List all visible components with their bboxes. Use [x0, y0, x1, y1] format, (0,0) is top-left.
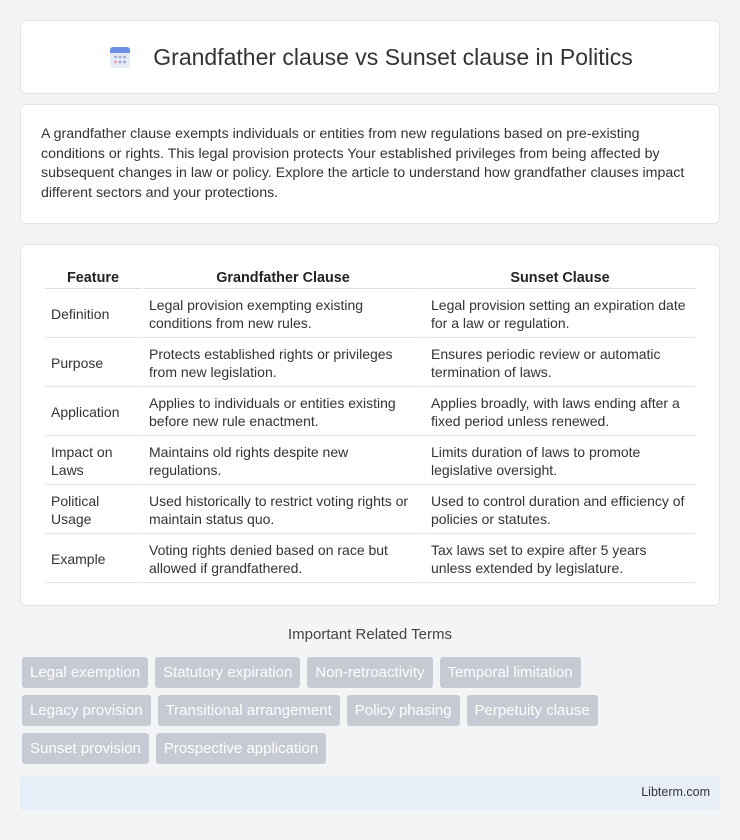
related-term-tag[interactable]: Legacy provision	[22, 695, 151, 726]
related-terms-title: Important Related Terms	[288, 626, 452, 643]
related-term-tag[interactable]: Perpetuity clause	[467, 695, 598, 726]
table-row	[45, 389, 695, 436]
table-row	[45, 487, 695, 534]
table-header-row	[45, 267, 695, 289]
intro-text: A grandfather clause exempts individuals or entities from new regulations based on pre-existing conditions or rights. This legal provision protects Your established privileges from being affected by subsequent changes in law or policy. Explore the article to understand how grandfather clauses impact different sectors and your protections.	[41, 126, 685, 201]
table-row	[45, 536, 695, 583]
grandfather-cell: Legal provision exempting existing conditions from new rules.	[143, 291, 423, 338]
sunset-cell: Ensures periodic review or automatic termination of laws.	[425, 340, 695, 387]
sunset-cell: Tax laws set to expire after 5 years unless extended by legislature.	[425, 536, 695, 583]
related-term-tag[interactable]: Sunset provision	[22, 733, 149, 764]
related-term-tag[interactable]: Prospective application	[156, 733, 326, 764]
grandfather-cell: Used historically to restrict voting rights or maintain status quo.	[143, 487, 423, 534]
comparison-table-card	[20, 244, 720, 606]
related-term-tag[interactable]: Non-retroactivity	[307, 657, 432, 688]
header-card	[20, 20, 720, 94]
table-row	[45, 438, 695, 485]
sunset-cell: Legal provision setting an expiration date for a law or regulation.	[425, 291, 695, 338]
feature-cell: Impact on Laws	[45, 438, 141, 485]
feature-cell: Example	[45, 536, 141, 583]
intro-card	[20, 104, 720, 224]
grandfather-cell: Applies to individuals or entities existing before new rule enactment.	[143, 389, 423, 436]
related-term-tag[interactable]: Statutory expiration	[155, 657, 300, 688]
sunset-cell: Used to control duration and efficiency of policies or statutes.	[425, 487, 695, 534]
grandfather-cell: Protects established rights or privileges from new legislation.	[143, 340, 423, 387]
related-term-tag[interactable]: Transitional arrangement	[158, 695, 340, 726]
column-header: Sunset Clause	[425, 267, 695, 289]
grandfather-cell: Maintains old rights despite new regulations.	[143, 438, 423, 485]
sunset-cell: Limits duration of laws to promote legislative oversight.	[425, 438, 695, 485]
feature-cell: Purpose	[45, 340, 141, 387]
sunset-cell: Applies broadly, with laws ending after a fixed period unless renewed.	[425, 389, 695, 436]
document-grid-icon	[107, 44, 133, 70]
related-terms-list	[22, 657, 722, 771]
comparison-table	[43, 265, 697, 585]
related-term-tag[interactable]: Temporal limitation	[440, 657, 581, 688]
column-header: Feature	[45, 267, 141, 289]
related-term-tag[interactable]: Legal exemption	[22, 657, 148, 688]
footer	[20, 776, 720, 810]
feature-cell: Definition	[45, 291, 141, 338]
footer-site-link[interactable]: Libterm.com	[641, 785, 710, 799]
table-row	[45, 291, 695, 338]
column-header: Grandfather Clause	[143, 267, 423, 289]
table-row	[45, 340, 695, 387]
feature-cell: Application	[45, 389, 141, 436]
related-term-tag[interactable]: Policy phasing	[347, 695, 460, 726]
feature-cell: Political Usage	[45, 487, 141, 534]
grandfather-cell: Voting rights denied based on race but allowed if grandfathered.	[143, 536, 423, 583]
page-title: Grandfather clause vs Sunset clause in Politics	[153, 43, 633, 70]
